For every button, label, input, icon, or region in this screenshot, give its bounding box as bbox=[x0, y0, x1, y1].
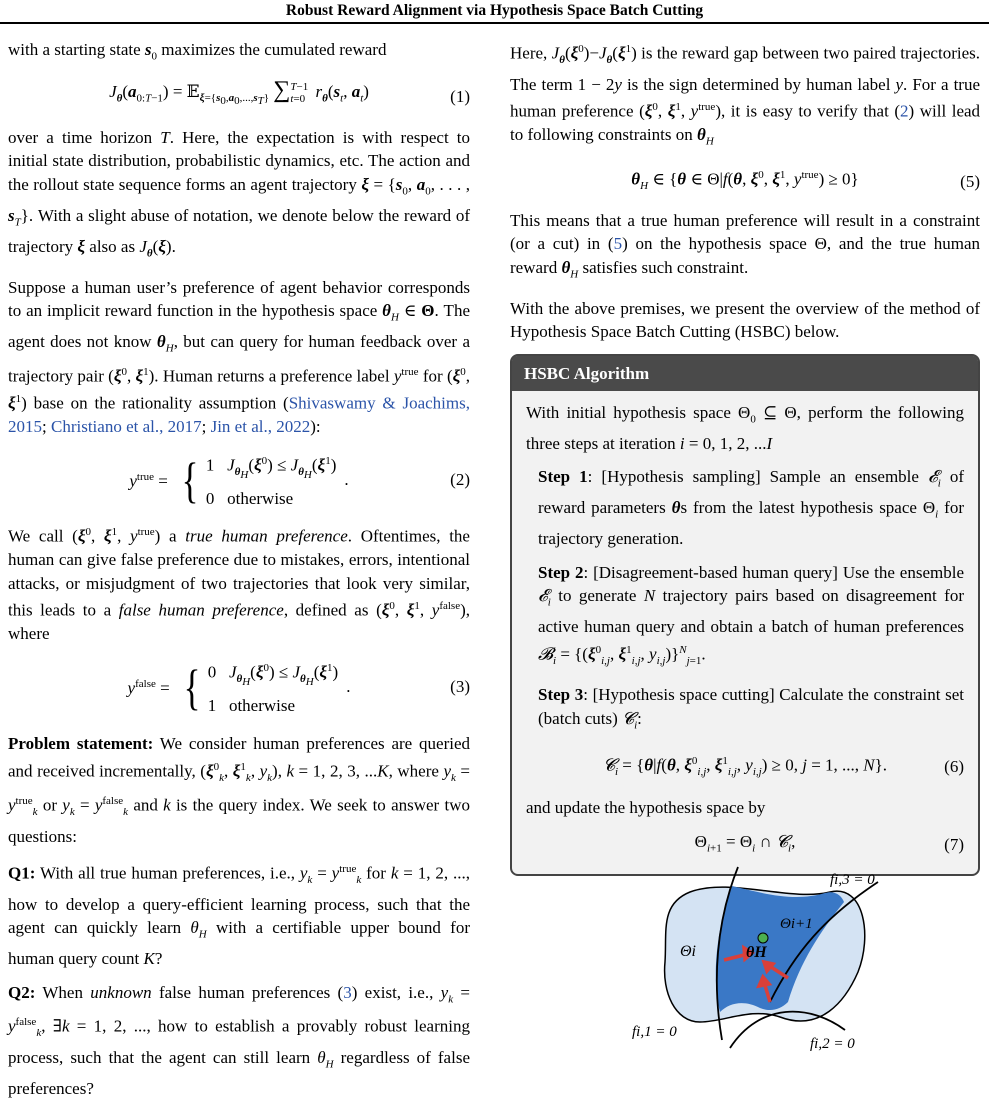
equation-7-number: (7) bbox=[944, 835, 964, 855]
equation-6: 𝓒$_i$ = {θ|f(θ, $\xi^0_{i,j}$, $\xi^1_{i,j}$, $y_{i,j}) \ge 0$, j = 1, ..., N}. (6) bbox=[602, 754, 964, 778]
equation-5: $\theta_H$ ∈ {θ ∈ Θ|f(θ, $\xi^0$, $\xi^1$, $y^{true}) \ge 0$} (5) bbox=[631, 169, 980, 193]
paragraph-false-preference: We call ($\xi^0$, $\xi^1$, $y^{true}$) a true human preference. Oftentimes, the human can give false preference due to mistakes, errors, intentional attacks, or misjudgment of two trajectories that look very similar, this leads to a false human preference, defined as ($\xi^0$, $\xi^1$, $y^{false}$), where bbox=[8, 525, 470, 644]
paragraph-overview: With the above premises, we present the overview of the method of Hypothesis Space Batch Cutting (HSBC) below. bbox=[510, 298, 980, 342]
label-cut-f1: fi,1 = 0 bbox=[632, 1024, 677, 1040]
algorithm-step-1: Step 1: [Hypothesis sampling] Sample an ensemble 𝓔$_i$ of reward parameters θs from the latest hypothesis space $\Theta_i$ for trajectory generation. bbox=[538, 467, 964, 549]
label-theta-h: θH bbox=[746, 944, 767, 961]
left-column bbox=[8, 38, 470, 1110]
equation-6-number: (6) bbox=[944, 757, 964, 777]
algorithm-title: HSBC Algorithm bbox=[512, 356, 978, 392]
equation-1: $J_\theta(a_{0:T-1})$ = 𝔼$_{\xi=\{s_0,a_0,...,s_T\}}$ ∑ T−1 t=0 $r_\theta(s_t$, $a_t$) (1) bbox=[109, 76, 470, 108]
paragraph-horizon: over a time horizon T. Here, the expectation is with respect to initial state distribution, probabilistic dynamics, etc. The action and the rollout state sequence forms an agent trajectory $\xi = \{s_0$, $a_0$, . . . , $s_T$}. With a slight abuse of notation, we denote below the reward of trajectory ξ also as $J_\theta(\xi)$. bbox=[8, 127, 471, 260]
equation-3-number: (3) bbox=[450, 677, 470, 697]
label-cut-f3: fi,3 = 0 bbox=[830, 872, 875, 888]
paragraph-q1: Q1: With all true human preferences, i.e., $y_k = y^{true}_k$ for k = 1, 2, ..., how to develop a query-efficient learning process, such that the agent can quickly learn $\theta_H$ with a certifiable upper bound for human query count K? bbox=[8, 863, 470, 969]
citation-jin[interactable]: Jin et al., 2022 bbox=[210, 417, 311, 437]
hypothesis-cut-figure bbox=[620, 862, 900, 1052]
citation-christiano[interactable]: Christiano et al., 2017 bbox=[50, 417, 202, 437]
equation-5-number: (5) bbox=[960, 171, 980, 191]
paragraph-intro: with a starting state $s_0$ maximizes the cumulated reward bbox=[8, 40, 387, 63]
paragraph-cut-meaning: This means that a true human preference will result in a constraint (or a cut) in (5) on the hypothesis space Θ, and the true human reward $\theta_H$ satisfies such constraint. bbox=[510, 210, 980, 281]
equation-7: $\Theta_{i+1} = \Theta_i$ ∩ 𝓒$_i$, (7) bbox=[526, 830, 964, 861]
paragraph-reward-gap: Here, $J_\theta(\xi^0)-J_\theta(\xi^1)$ is the reward gap between two paired trajectories. The term 1 − 2y is the sign determined by human label y. For a true human preference ($\xi^0$, $\xi^1$, $y^{true}$), it is easy to verify that (2) will lead to following constraints on $\theta_H$ bbox=[510, 43, 981, 148]
label-theta-i-plus-1: Θi+1 bbox=[780, 916, 813, 932]
citation-shivaswamy[interactable]: Shivaswamy & Joachims, 2015 bbox=[8, 393, 470, 437]
paragraph-problem-statement: Problem statement: We consider human preferences are queried and received incrementally, ($\xi^0_k$, $\xi^1_k$, $y_k$), k = 1, 2, 3, ...K, where $y_k = y^{true}_k$ or $y_k = y^{false}_k$ and k is the query index. We seek to answer two questions: bbox=[8, 734, 471, 846]
algorithm-intro: With initial hypothesis space $\Theta_0$ ⊆ Θ, perform the following three steps at iteration i = 0, 1, 2, ...I bbox=[526, 403, 964, 453]
equation-3: $y^{false}$ = { 0 $J_{\theta_H}(\xi^0) \le J_{\theta_H}(\xi^1)$ 1 otherwise . (3) bbox=[127, 658, 470, 716]
algorithm-update: and update the hypothesis space by bbox=[526, 798, 766, 818]
running-header: Robust Reward Alignment via Hypothesis Space Batch Cutting bbox=[285, 2, 704, 19]
algorithm-box bbox=[510, 354, 980, 877]
paragraph-q2: Q2: When unknown false human preferences (3) exist, i.e., $y_k = y^{false}_k$, ∃k = 1, 2, ..., how to establish a provably robust learning process, such that the agent can still learn $\theta_H$ regardless of false preferences? bbox=[8, 982, 470, 1098]
figure-svg bbox=[620, 862, 900, 1052]
label-cut-f2: fi,2 = 0 bbox=[810, 1036, 855, 1052]
right-column bbox=[510, 38, 980, 876]
algorithm-step-2: Step 2: [Disagreement-based human query] Use the ensemble 𝓔$_i$ to generate N trajectory pairs based on disagreement for active human query and obtain a batch of human preferences 𝓑$_i$ = {($\xi^0_{i,j}$, $\xi^1_{i,j}$, $y_{i,j})\}^N_{j=1}$. bbox=[538, 562, 964, 667]
paragraph-human-user: Suppose a human user’s preference of agent behavior corresponds to an implicit reward function in the hypothesis space $\theta_H$ ∈ Θ. The agent does not know $\theta_H$, but can query for human feedback over a trajectory pair ($\xi^0$, $\xi^1$). Human returns a preference label $y^{true}$ for ($\xi^0$, $\xi^1$) base on the rationality assumption (Shivaswamy & Joachims, 2015; Christiano et al., 2017; Jin et al., 2022): bbox=[8, 277, 470, 437]
algorithm-step-3: Step 3: [Hypothesis space cutting] Calculate the constraint set (batch cuts) 𝓒$_i$: bbox=[538, 685, 964, 732]
equation-2-number: (2) bbox=[450, 470, 470, 490]
label-theta-i: Θi bbox=[680, 943, 696, 960]
equation-2: $y^{true}$ = { 1 $J_{\theta_H}(\xi^0) \le J_{\theta_H}(\xi^1)$ 0 otherwise . (2) bbox=[129, 451, 470, 508]
header-rule bbox=[0, 22, 989, 24]
true-reward-point bbox=[758, 933, 768, 943]
equation-1-number: (1) bbox=[450, 86, 470, 106]
